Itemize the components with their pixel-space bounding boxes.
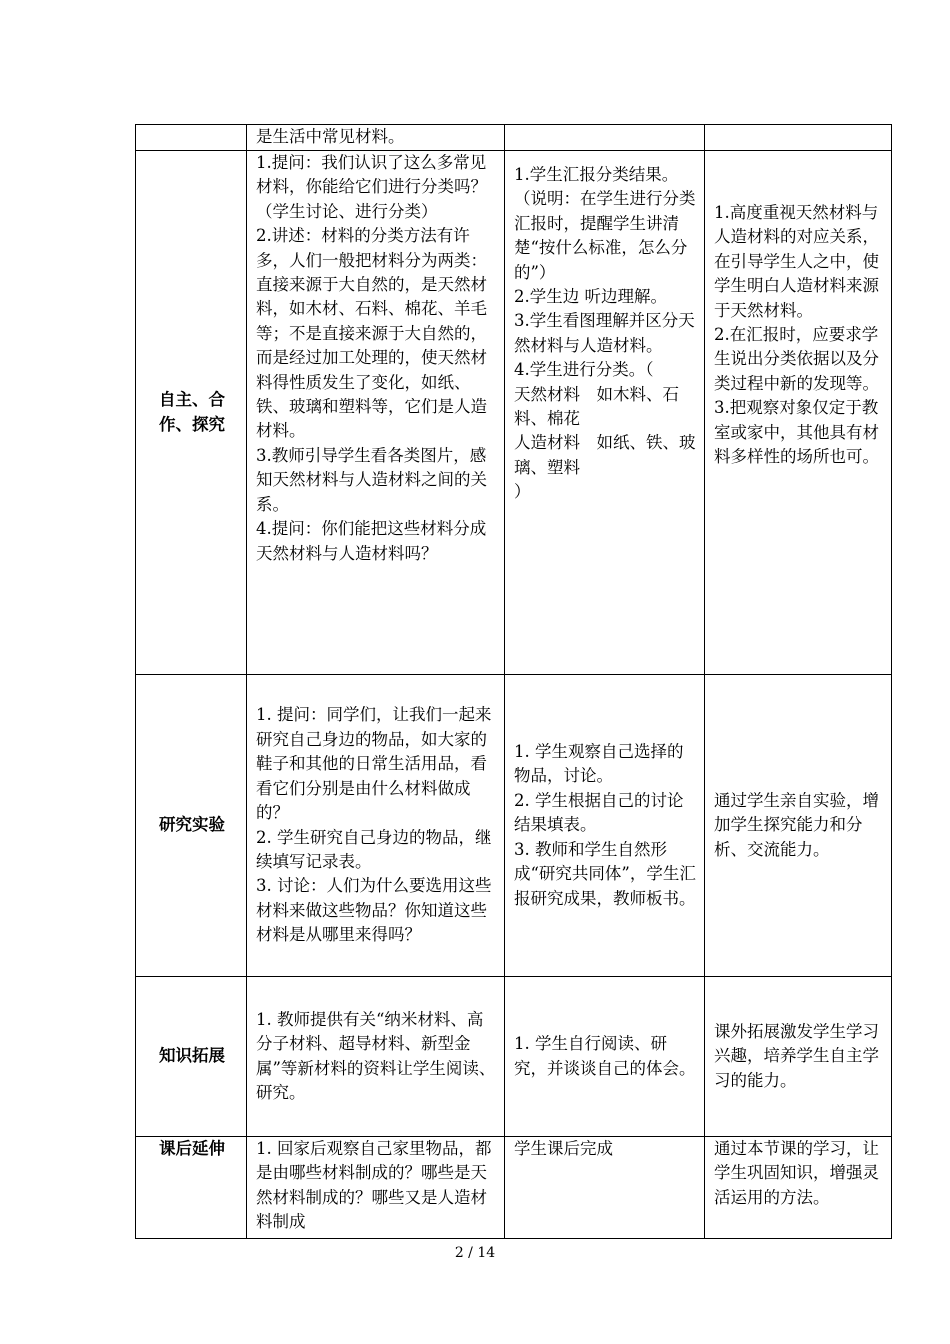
text-line: 4.学生进行分类。（	[514, 360, 654, 380]
text-line: 3. 教师和学生自然形成“研究共同体”，学生汇报研究成果，教师板书。	[514, 839, 696, 908]
text-line: 2.讲述：材料的分类方法有许多，人们一般把材料分为两类：直接来源于大自然的，是天然材料，如木材、石料、棉花、羊毛等；不是直接来源于大自然的，而是经过加工处理的，使天然材料得性质发生了变化，如纸、铁、玻璃和塑料等，它们是人造材料。	[256, 226, 487, 441]
text-line: 人造材料 如纸、铁、玻璃、塑料	[514, 433, 696, 477]
stage-cell: 课后延伸	[136, 1137, 247, 1239]
stage-cell	[136, 125, 247, 151]
text-line: 课外拓展激发学生学习兴趣，培养学生自主学习的能力。	[714, 1021, 879, 1090]
text-line: 2.学生边 听边理解。	[514, 287, 667, 307]
text-line: 1.高度重视天然材料与人造材料的对应关系，在引导学生人之中，使学生明白人造材料来源于天然材料。	[714, 203, 879, 320]
table-row	[136, 125, 892, 151]
text-line: ）	[514, 482, 531, 502]
student-activity-cell	[505, 1137, 705, 1239]
stage-cell: 知识拓展	[136, 977, 247, 1137]
text-line: 1. 回家后观察自己家里物品，都是由哪些材料制成的？哪些是天然材料制成的？哪些又是人造材料制成	[256, 1139, 492, 1232]
text-line: 3.学生看图理解并区分天然材料与人造材料。	[514, 311, 695, 355]
stage-cell: 研究实验	[136, 675, 247, 977]
text-line: 3.把观察对象仅定于教室或家中，其他具有材料多样性的场所也可。	[714, 398, 879, 467]
text-line: 1. 教师提供有关“纳米材料、高分子材料、超导材料、新型金属”等新材料的资料让学生阅读、研究。	[256, 1009, 496, 1102]
student-activity-cell	[505, 125, 705, 151]
text-line: 天然材料 如木料、石料、棉花	[514, 384, 679, 429]
text-line: 通过本节课的学习，让学生巩固知识，增强灵活运用的方法。	[714, 1139, 879, 1207]
table-row	[136, 977, 892, 1137]
design-intent-cell	[705, 977, 892, 1137]
student-activity-cell	[505, 977, 705, 1137]
teacher-activity-cell	[247, 151, 505, 675]
teacher-activity-cell	[247, 675, 505, 977]
student-activity-cell	[505, 151, 705, 675]
text-line: 2.在汇报时，应要求学生说出分类依据以及分类过程中新的发现等。	[714, 325, 879, 393]
text-line: 1. 提问：同学们，让我们一起来研究自己身边的物品，如大家的鞋子和其他的日常生活用品，看看它们分别是由什么材料做成的？	[256, 705, 492, 823]
text-line: 学生课后完成	[514, 1139, 613, 1158]
text-line: 1. 学生观察自己选择的物品，讨论。	[514, 742, 684, 786]
teacher-activity-cell	[247, 125, 505, 151]
student-activity-cell	[505, 675, 705, 977]
table-row	[136, 675, 892, 977]
design-intent-cell	[705, 675, 892, 977]
text-line: 3. 讨论：人们为什么要选用这些材料来做这些物品？你知道这些材料是从哪里来得吗？	[256, 876, 492, 945]
teacher-activity-cell	[247, 1137, 505, 1239]
design-intent-cell	[705, 125, 892, 151]
text-line: 4.提问：你们能把这些材料分成天然材料与人造材料吗？	[256, 519, 487, 563]
teacher-activity-cell	[247, 977, 505, 1137]
text-line: 3.教师引导学生看各类图片，感知天然材料与人造材料之间的关系。	[256, 445, 487, 514]
text-line: 1. 学生自行阅读、研究，并谈谈自己的体会。	[514, 1034, 696, 1078]
design-intent-cell	[705, 151, 892, 675]
text-line: 是生活中常见材料。	[256, 127, 405, 146]
text-line: 1.提问：我们认识了这么多常见材料，你能给它们进行分类吗？（学生讨论、进行分类）	[256, 153, 487, 221]
table-row	[136, 151, 892, 675]
text-line: 2. 学生研究自己身边的物品，继续填写记录表。	[256, 827, 492, 871]
stage-cell: 自主、合 作、探究	[136, 151, 247, 675]
table-row	[136, 1137, 892, 1239]
text-line: 2. 学生根据自己的讨论结果填表。	[514, 790, 684, 835]
page-number: 2 / 14	[454, 1245, 496, 1261]
design-intent-cell	[705, 1137, 892, 1239]
lesson-plan-table	[135, 124, 892, 1239]
text-line: 通过学生亲自实验，增加学生探究能力和分析、交流能力。	[714, 790, 879, 859]
text-line: 1.学生汇报分类结果。（说明：在学生进行分类汇报时，提醒学生讲清楚“按什么标准，怎么分的”）	[514, 165, 696, 282]
